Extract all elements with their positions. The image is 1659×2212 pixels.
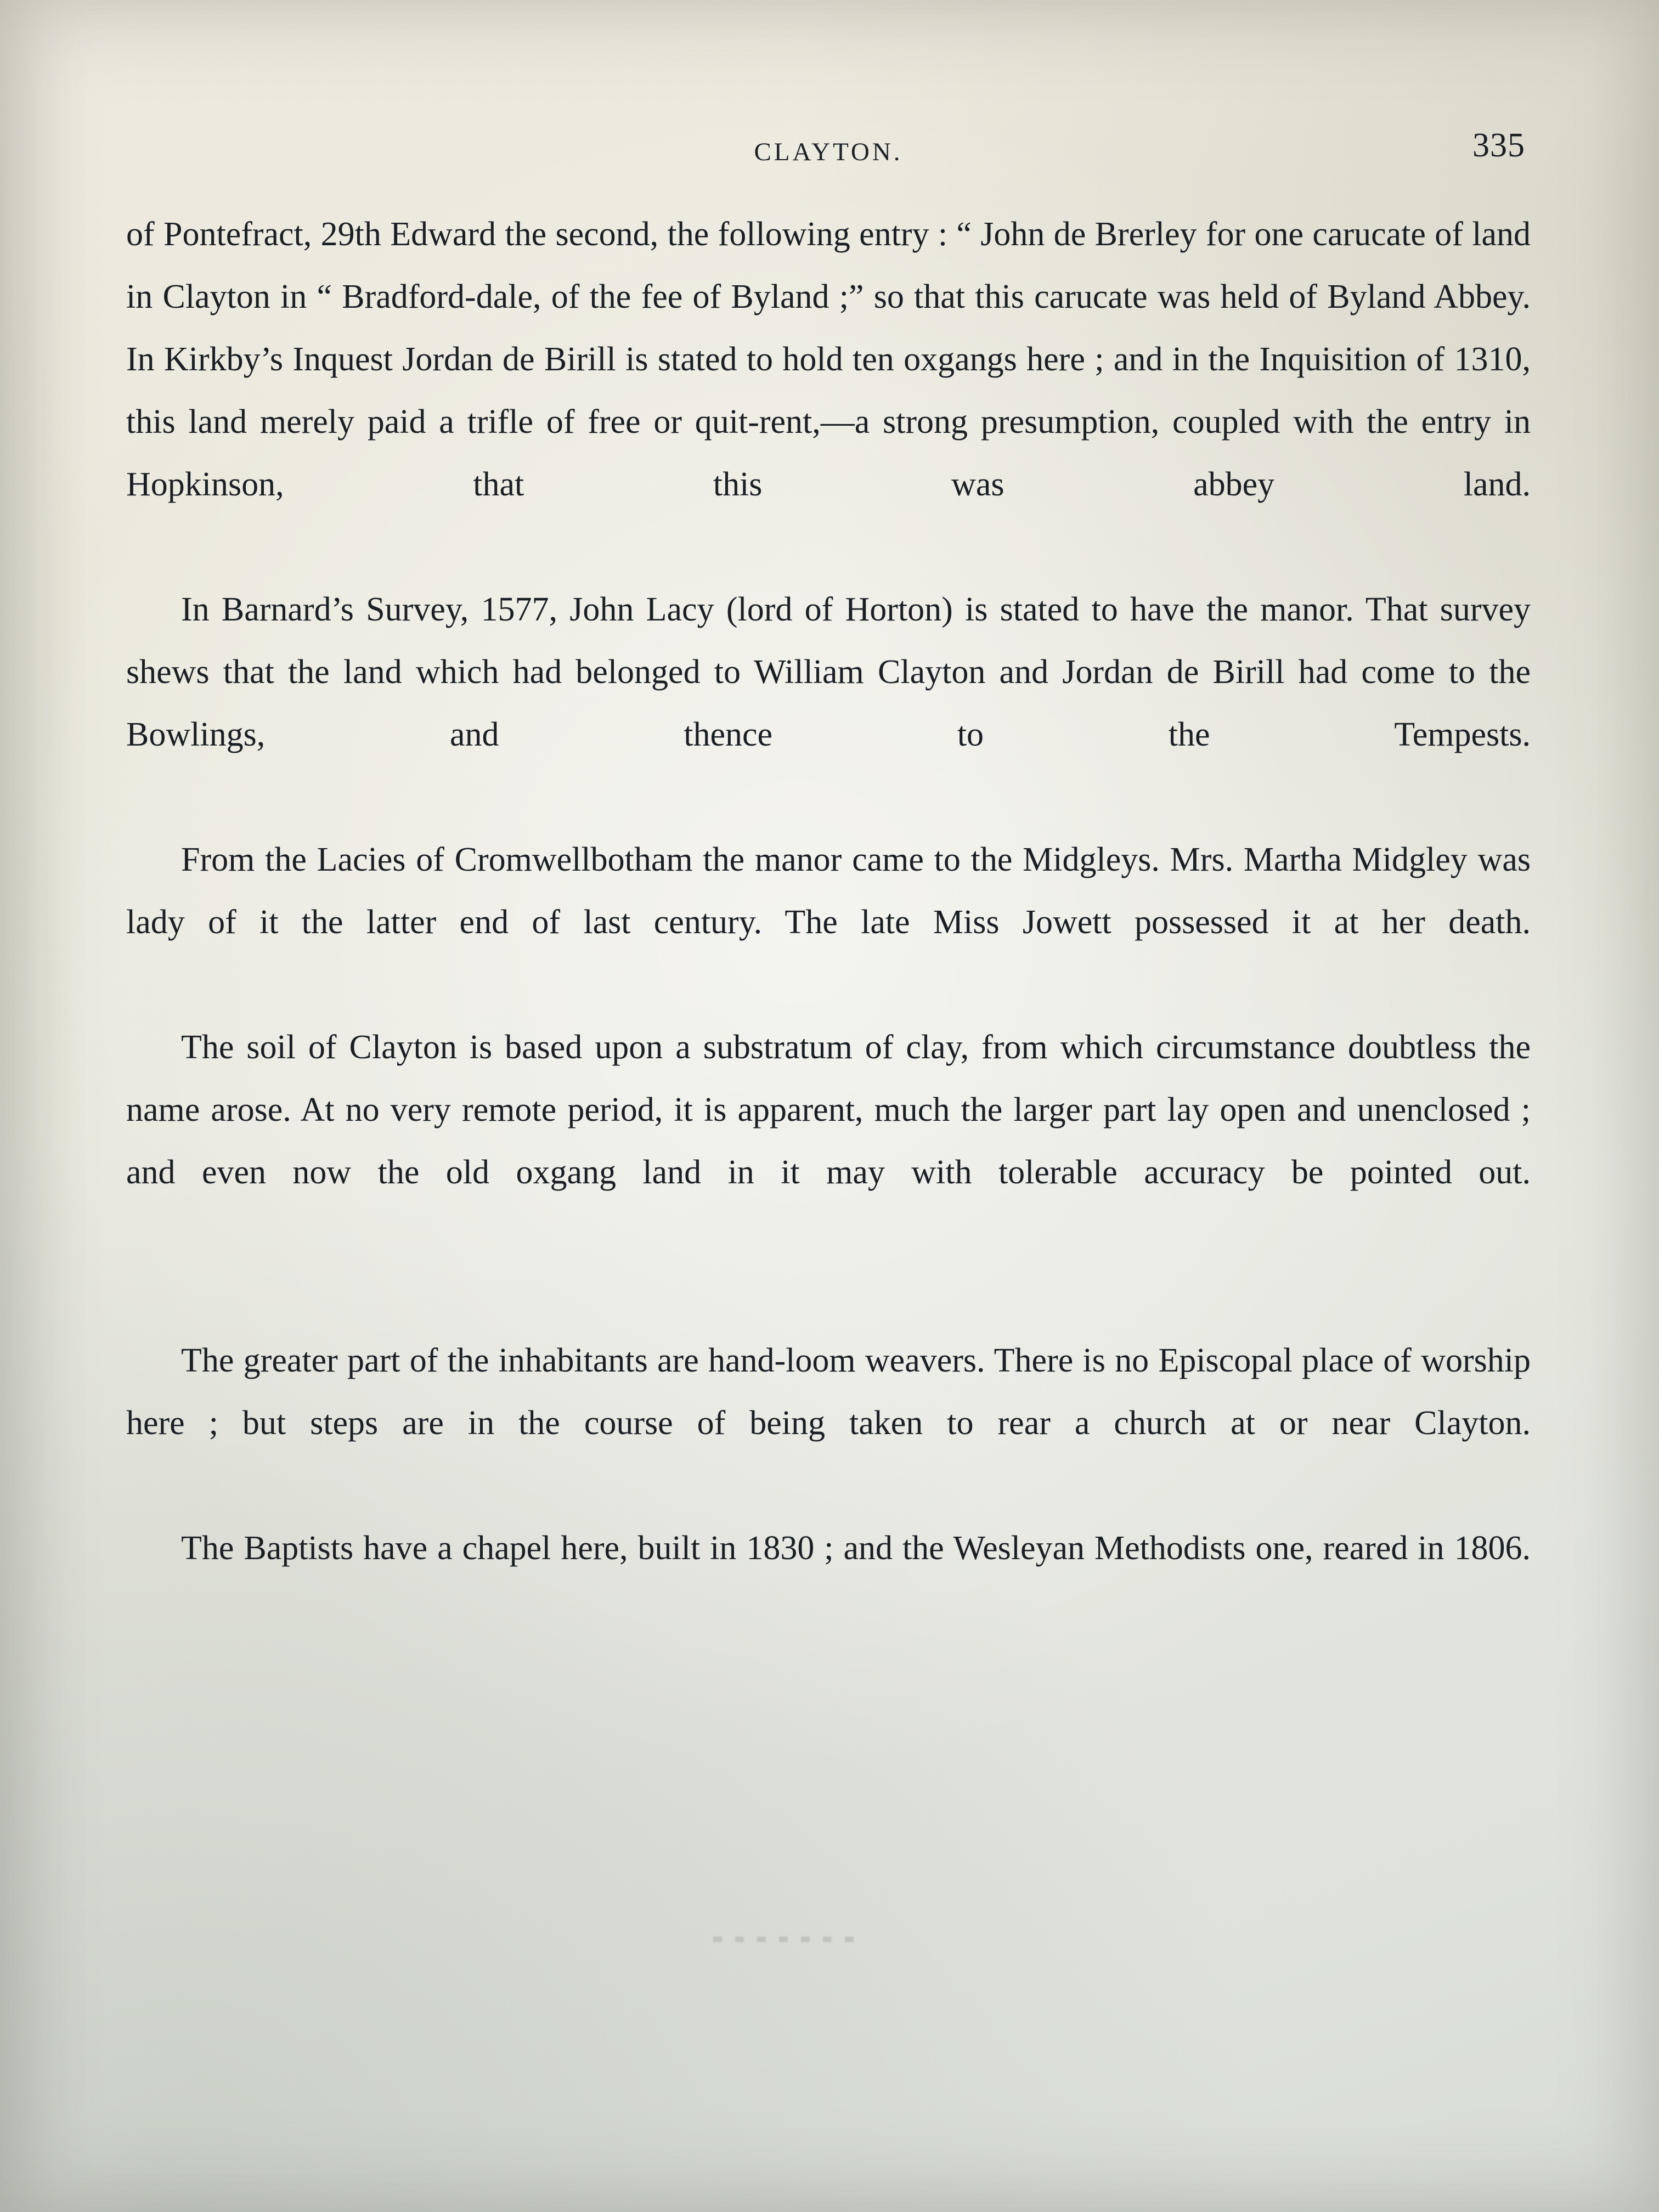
body-text [126,203,1531,1642]
paragraph-hand-loom-weavers: The greater part of the inhabitants are hand-loom weavers. There is no Episcopal place of worship here ; but steps are in the course of being taken to rear a church at or near Clayton. [126,1342,1531,1442]
paragraph-soil-of-clayton: The soil of Clayton is based upon a substratum of clay, from which circumstance doubtless the name arose. At no very remote period, it is apparent, much the larger part lay open and unenclosed ; and even now the old oxgang land in it may with tolerable accuracy be pointed out. [126,1029,1531,1191]
running-head [126,82,1531,166]
paragraph-pontefract: of Pontefract, 29th Edward the second, the following entry : “ John de Brerley for one carucate of land in Clayton in “ Bradford-dale, of the fee of Byland ;” so that this carucate was held of Byland Abbey. In Kirkby’s Inquest Jordan de Birill is stated to hold ten oxgangs here ; and in the Inquisition of 1310, this land merely paid a trifle of free or quit-rent,—a strong presumption, coupled with the entry in Hopkinson, that this was abbey land. [126,216,1531,503]
bleed-through-mark [713,1937,856,1942]
paragraph-lacies-cromwellbotham: From the Lacies of Cromwellbotham the manor came to the Midgleys. Mrs. Martha Midgley was lady of it the latter end of last century. The late Miss Jowett possessed it at her death. [126,841,1531,941]
page-content [126,82,1531,1642]
page-number: 335 [1472,127,1525,164]
paragraph-barnards-survey: In Barnard’s Survey, 1577, John Lacy (lord of Horton) is stated to have the manor. That survey shews that the land which had belonged to William Clayton and Jordan de Birill had come to the Bowlings, and thence to the Tempests. [126,591,1531,753]
running-head-title: CLAYTON. [754,138,903,166]
paragraph-baptists-chapel: The Baptists have a chapel here, built in 1830 ; and the Wesleyan Methodists one, reared in 1806. [181,1530,1531,1567]
